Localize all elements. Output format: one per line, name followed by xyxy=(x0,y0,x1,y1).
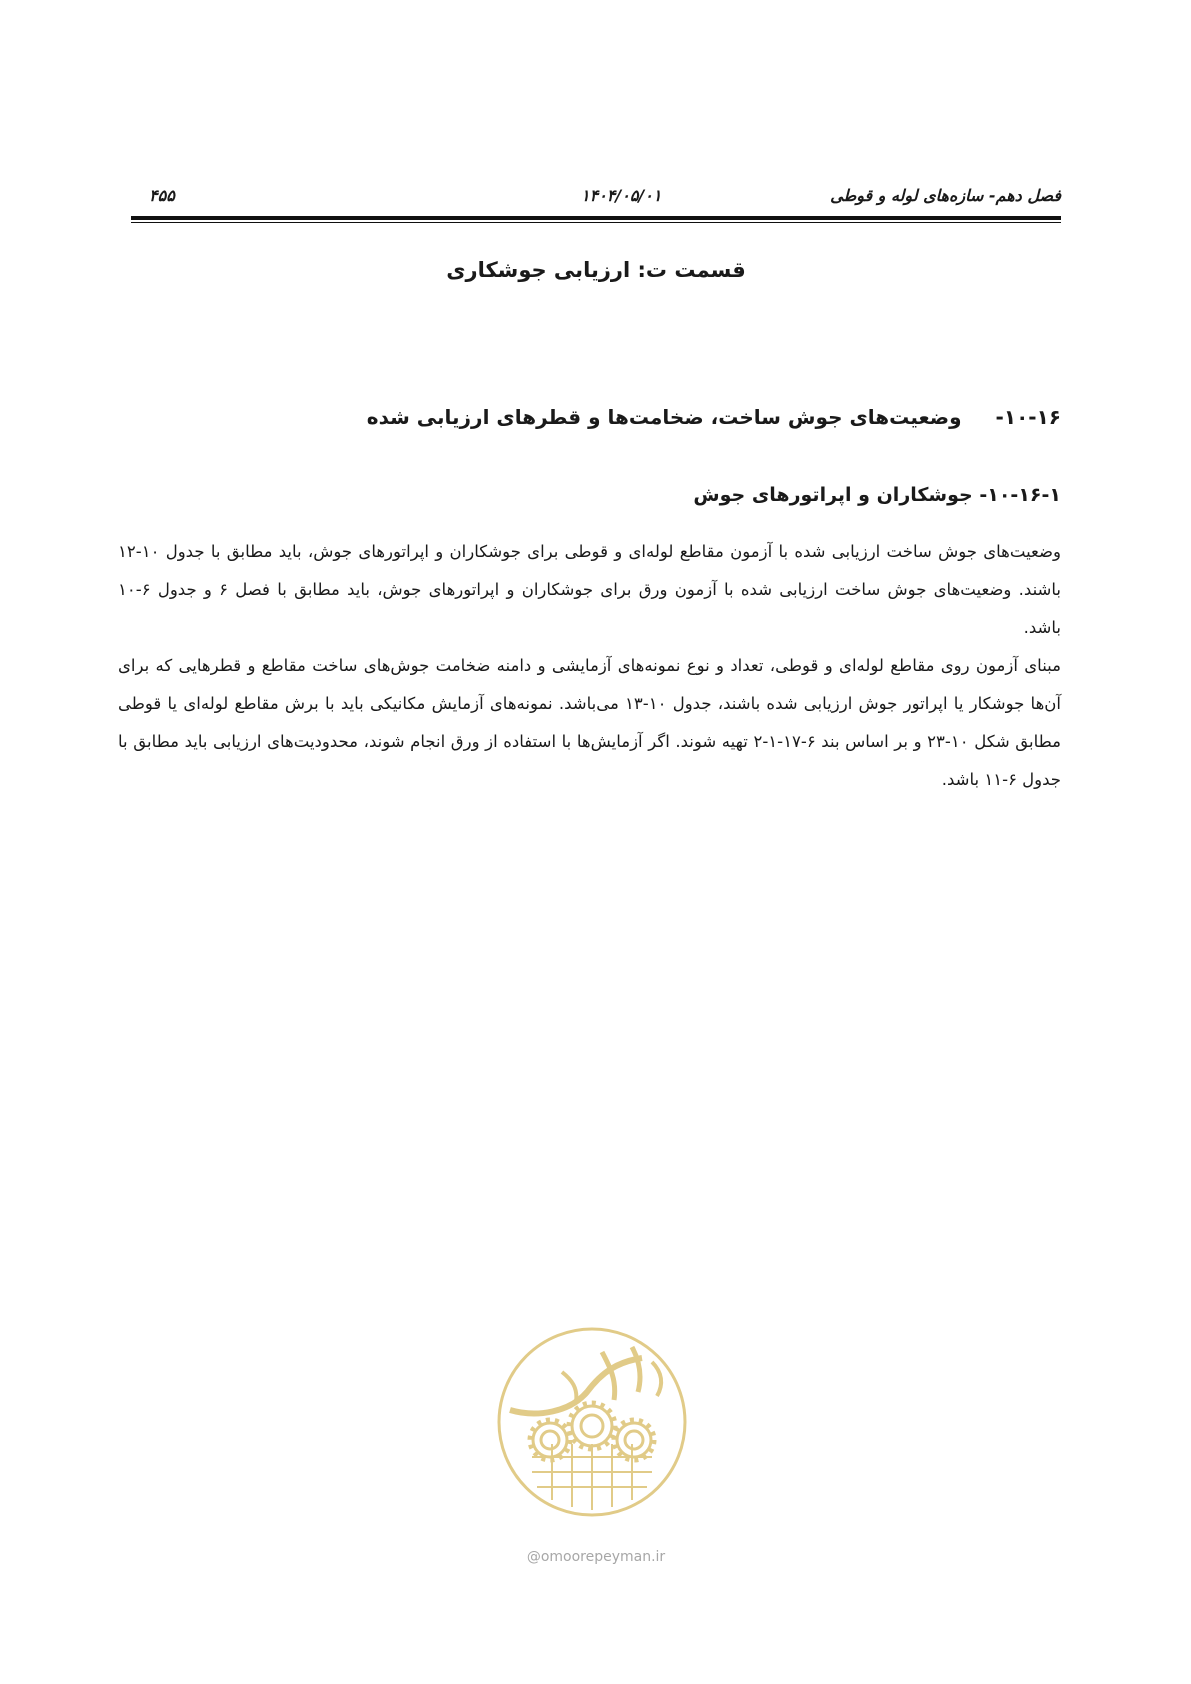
section-heading xyxy=(367,405,1061,429)
paragraph-2: مبنای آزمون روی مقاطع لوله‌ای و قوطی، تعداد و نوع نمونه‌های آزمایشی و دامنه ضخامت جوش‌های ساخت مقاطع و قطرهایی که برای آن‌ها جوشکار یا اپراتور جوش ارزیابی شده باشند، جدول ۱۰-۱۳ می‌باشد. نمونه‌های آزمایش مکانیکی باید با برش مقاطع لوله‌ای یا قوطی مطابق شکل ۱۰-۲۳ و بر اساس بند ۶-۱۷-۱-۲ تهیه شوند. اگر آزمایش‌ها با استفاده از ورق انجام شوند، محدودیت‌های ارزیابی باید مطابق با جدول ۶-۱۱ باشد. xyxy=(118,656,1061,789)
header-rule-thin xyxy=(131,222,1061,223)
section-title: وضعیت‌های جوش ساخت، ضخامت‌ها و قطرهای ارزیابی شده xyxy=(366,405,962,429)
paragraph-1: وضعیت‌های جوش ساخت ارزیابی شده با آزمون مقاطع لوله‌ای و قوطی برای جوشکاران و اپراتورهای جوش، باید مطابق با جدول ۱۰-۱۲ باشند. وضعیت‌های جوش ساخت ارزیابی شده با آزمون ورق برای جوشکاران و اپراتورهای جوش، باید مطابق با فصل ۶ و جدول ۶-۱۰ باشد. xyxy=(118,542,1061,637)
page-number: ۴۵۵ xyxy=(149,186,175,205)
watermark-website: @omoorepeyman.ir xyxy=(526,1549,666,1565)
header-rule-thick xyxy=(131,216,1061,220)
section-number: ۱۰-۱۶- xyxy=(995,405,1061,429)
chapter-title: فصل دهم- سازه‌های لوله و قوطی xyxy=(830,186,1061,205)
part-title: قسمت ت: ارزیابی جوشکاری xyxy=(446,258,746,282)
body-text xyxy=(118,533,1061,799)
page-header xyxy=(131,186,1061,210)
subsection-heading: ۱۰-۱۶-۱- جوشکاران و اپراتورهای جوش xyxy=(693,484,1061,506)
watermark-seal-logo xyxy=(492,1322,692,1522)
header-date: ۱۴۰۴/۰۵/۰۱ xyxy=(581,186,662,205)
